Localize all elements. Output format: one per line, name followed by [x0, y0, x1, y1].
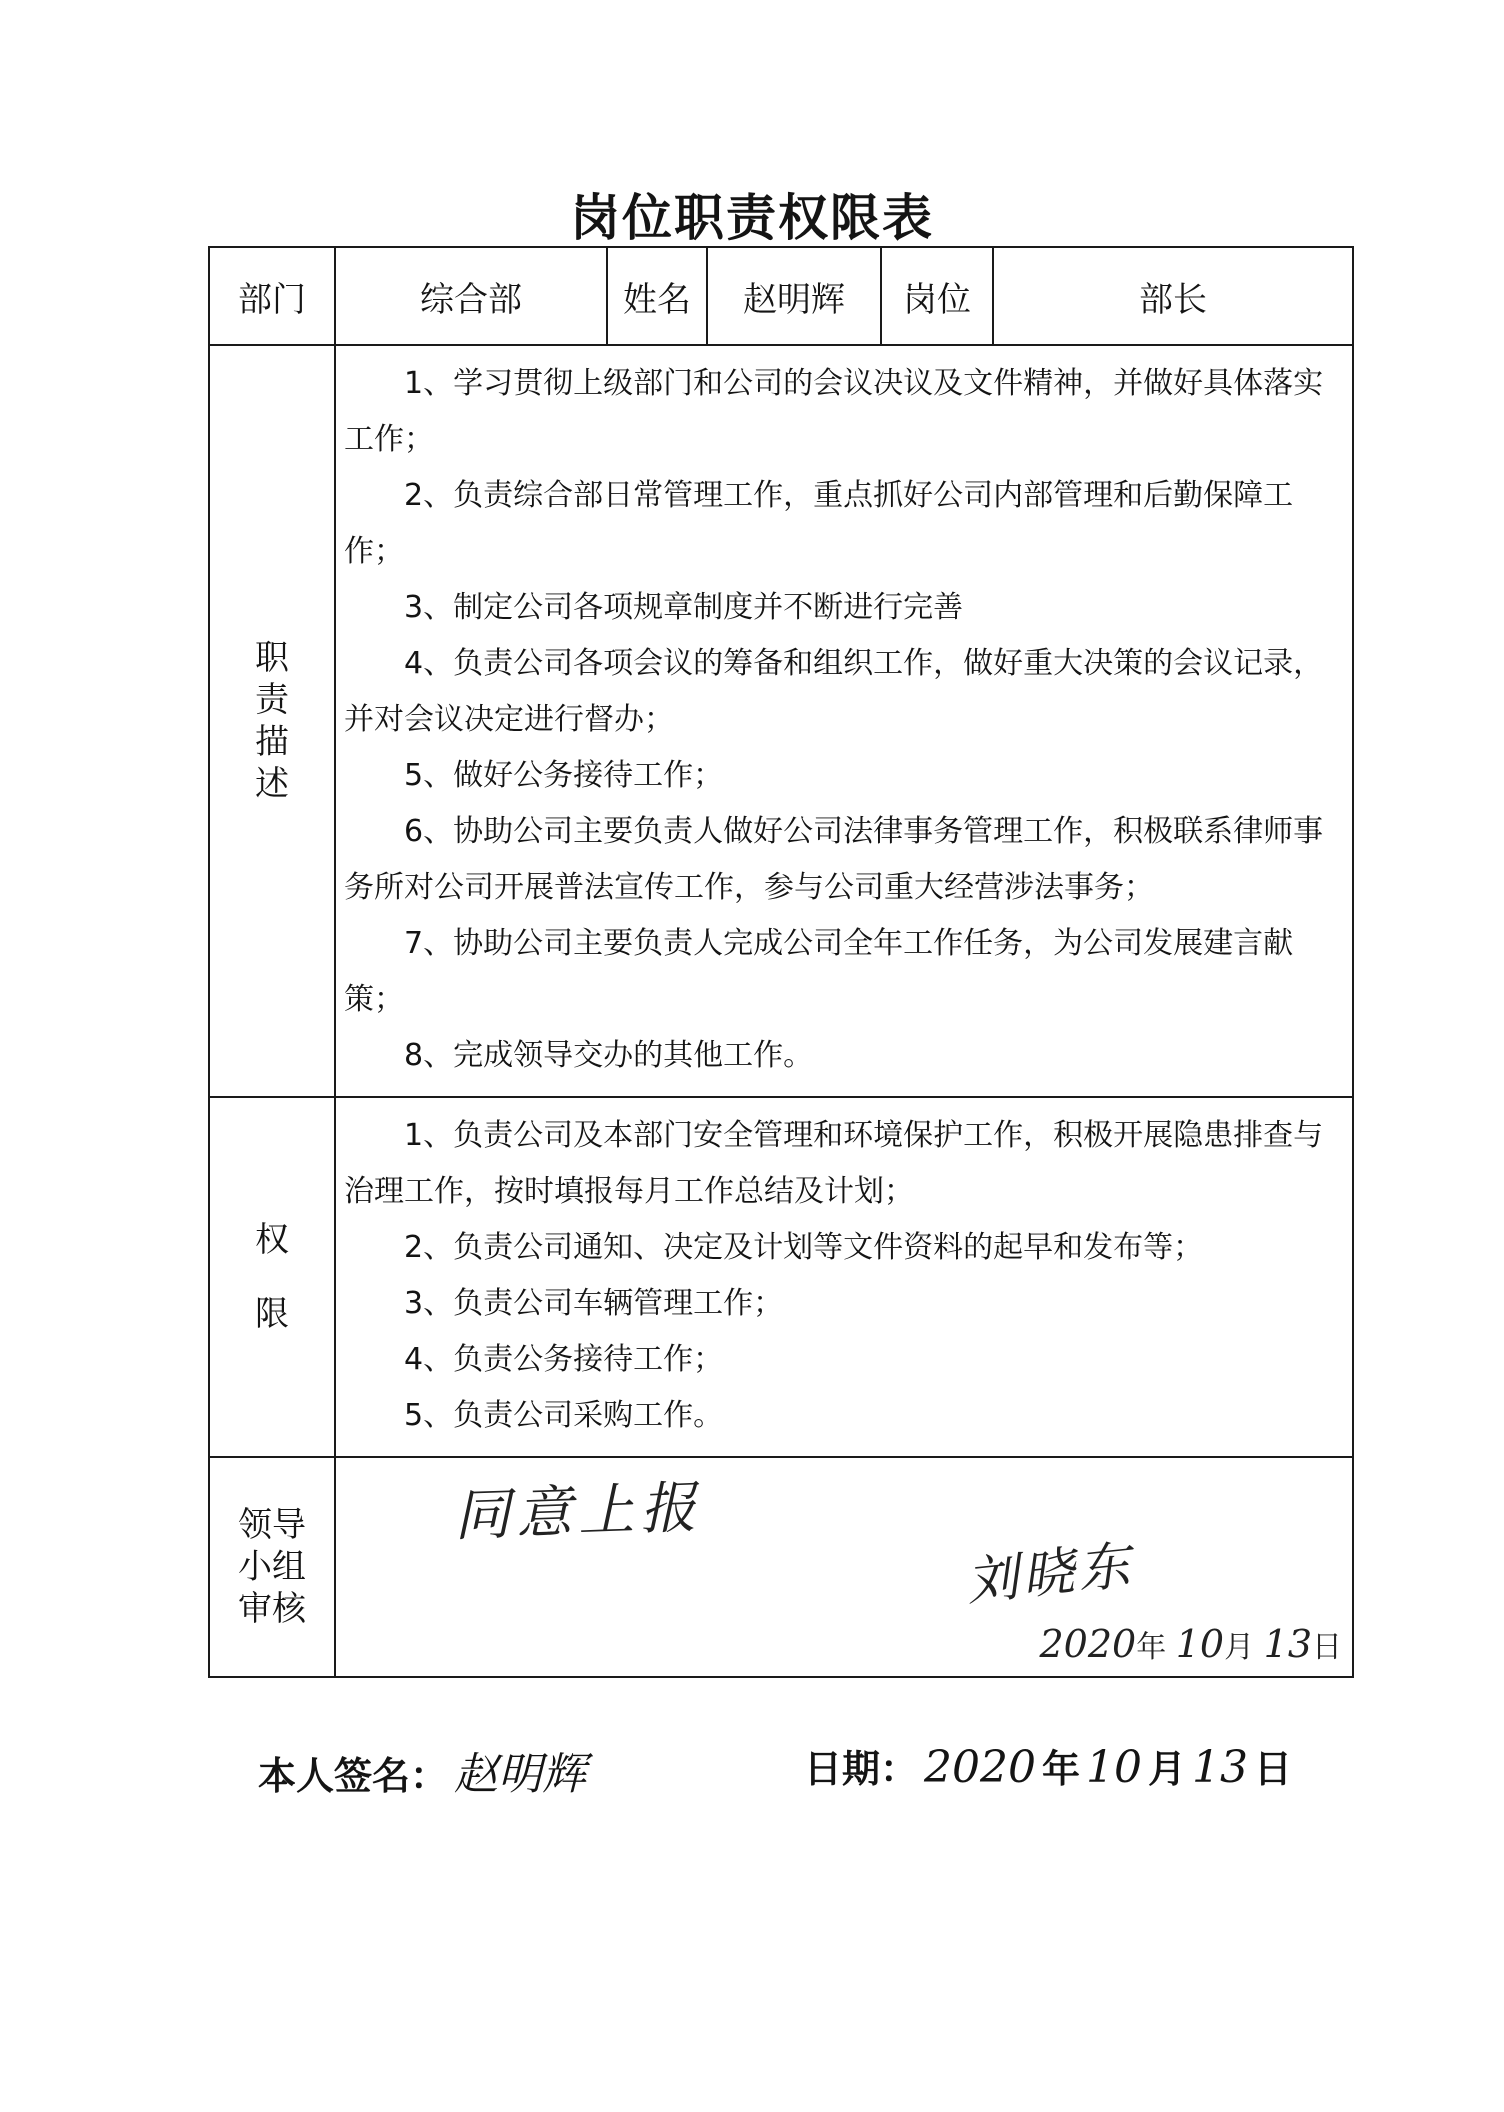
- authority-item: 1、负责公司及本部门安全管理和环境保护工作，积极开展隐患排查与治理工作，按时填报每月工作总结及计划；: [344, 1118, 1324, 1209]
- post-label: 岗位: [881, 247, 993, 345]
- review-day-unit: 日: [1312, 1630, 1342, 1665]
- reviewer-signature: 刘晓东: [963, 1535, 1137, 1613]
- footer-month-unit: 月: [1148, 1746, 1187, 1791]
- self-signature-label: 本人签名：: [258, 1753, 449, 1798]
- duty-item: 4、负责公司各项会议的筹备和组织工作，做好重大决策的会议记录，并对会议决定进行督办；: [344, 646, 1324, 737]
- name-label: 姓名: [607, 247, 707, 345]
- duty-item: 3、制定公司各项规章制度并不断进行完善: [404, 590, 964, 625]
- duties-label-char: 责: [255, 680, 289, 720]
- dept-label: 部门: [209, 247, 335, 345]
- duty-authority-table: [208, 246, 1354, 1678]
- self-signature-line: [258, 1738, 592, 1802]
- review-label-line: 小组: [238, 1547, 306, 1587]
- duties-label: [209, 345, 335, 1097]
- review-year: 2020: [1039, 1622, 1137, 1666]
- duty-item: 1、学习贯彻上级部门和公司的会议决议及文件精神，并做好具体落实工作；: [344, 366, 1324, 457]
- review-year-unit: 年: [1136, 1630, 1167, 1665]
- duties-label-char: 职: [255, 638, 289, 678]
- name-value: 赵明辉: [707, 247, 881, 345]
- review-remark-handwriting: 同意上报: [453, 1475, 704, 1549]
- review-content: [335, 1457, 1353, 1677]
- review-month-unit: 月: [1224, 1630, 1255, 1665]
- footer-date-line: [804, 1738, 1292, 1793]
- authority-item: 2、负责公司通知、决定及计划等文件资料的起早和发布等；: [404, 1230, 1204, 1265]
- review-label-line: 领导: [238, 1505, 306, 1545]
- authority-label-char: 限: [255, 1294, 289, 1334]
- post-value: 部长: [993, 247, 1353, 345]
- duties-content: [335, 345, 1353, 1097]
- header-row: [209, 247, 1353, 345]
- review-row: [209, 1457, 1353, 1677]
- footer-year-unit: 年: [1042, 1746, 1081, 1791]
- review-month: 10: [1175, 1622, 1225, 1666]
- page-title: 岗位职责权限表: [570, 188, 934, 247]
- duty-item: 7、协助公司主要负责人完成公司全年工作任务，为公司发展建言献策；: [344, 926, 1294, 1017]
- self-signature: 赵明辉: [454, 1749, 587, 1800]
- authority-label: [209, 1097, 335, 1457]
- authority-label-char: 权: [255, 1220, 289, 1260]
- review-date: [1039, 1622, 1342, 1666]
- review-label-line: 审核: [238, 1589, 306, 1629]
- authority-item: 3、负责公司车辆管理工作；: [404, 1286, 784, 1321]
- footer-date-label: 日期：: [804, 1746, 919, 1791]
- footer-year: 2020: [924, 1742, 1036, 1793]
- authority-row: [209, 1097, 1353, 1457]
- review-label: [209, 1457, 335, 1677]
- duty-item: 2、负责综合部日常管理工作，重点抓好公司内部管理和后勤保障工作；: [344, 478, 1294, 569]
- authority-item: 4、负责公务接待工作；: [404, 1342, 724, 1377]
- dept-value: 综合部: [335, 247, 607, 345]
- footer-day-unit: 日: [1254, 1746, 1293, 1791]
- duties-row: [209, 345, 1353, 1097]
- authority-content: [335, 1097, 1353, 1457]
- duty-item: 6、协助公司主要负责人做好公司法律事务管理工作，积极联系律师事务所对公司开展普法宣传工作，参与公司重大经营涉法事务；: [344, 814, 1324, 905]
- duties-label-char: 描: [255, 722, 289, 762]
- authority-item: 5、负责公司采购工作。: [404, 1398, 724, 1433]
- duties-label-char: 述: [255, 764, 289, 804]
- duty-item: 5、做好公务接待工作；: [404, 758, 724, 793]
- footer-month: 10: [1086, 1742, 1143, 1793]
- footer-day: 13: [1192, 1742, 1249, 1793]
- review-day: 13: [1263, 1622, 1312, 1666]
- duty-item: 8、完成领导交办的其他工作。: [404, 1038, 814, 1073]
